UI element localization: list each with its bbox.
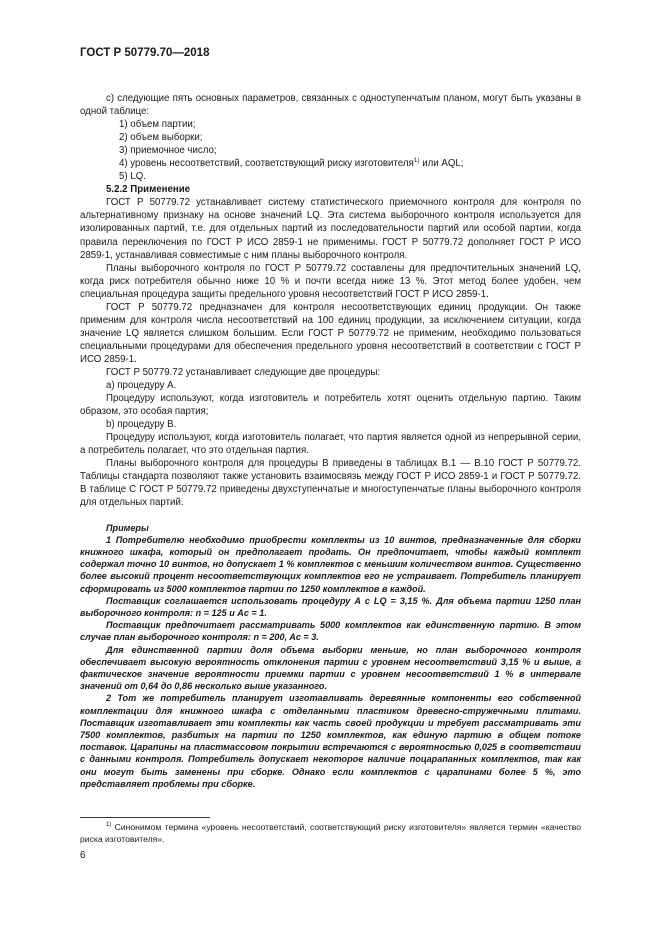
footnote-text: Синонимом термина «уровень несоответствий, соответствующий риску изготовителя» является термин «качество риска изготовителя». xyxy=(80,822,581,844)
list-item: 3) приемочное число; xyxy=(119,145,217,157)
paragraph: Процедуру используют, когда изготовитель и потребитель хотят оценить отдельную партию. Таким образом, это особая партия; xyxy=(80,393,581,418)
page-number: 6 xyxy=(80,850,86,861)
paragraph: Планы выборочного контроля для процедуры В приведены в таблицах В.1 — В.10 ГОСТ Р 50779.72. Таблицы стандарта позволяют также установить взаимосвязь между ГОСТ Р ИСО 2859-1 и ГОСТ Р 50779.72. В таблице С ГОСТ Р 50779.72 приведены двухступенчатые и многоступенчатые планы выборочного контроля для отдельных партий. xyxy=(80,458,581,509)
list-item: 5) LQ. xyxy=(119,171,146,183)
paragraph: a) процедуру А. xyxy=(106,380,177,392)
examples-title: Примеры xyxy=(106,522,149,533)
list-item: 2) объем выборки; xyxy=(119,132,203,144)
example-paragraph: Поставщик предпочитает рассматривать 5000 комплектов как единственную партию. В этом случае план выборочного контроля: n = 200, Ac = 3. xyxy=(80,620,581,643)
footnote-ref: 1) xyxy=(413,157,420,164)
example-paragraph: Поставщик соглашается использовать процедуру А с LQ = 3,15 %. Для объема партии 1250 план выборочного контроля: n = 125 и Ac = 1. xyxy=(80,595,581,618)
example-paragraph: 2 Тот же потребитель планирует изготавливать деревянные компоненты его собственной комплектации для книжного шкафа с отделанными пластиком древесно-стружечными плитами. Поставщик изготавливает эти комплекты как часть своей продукции и требует рассматривать эти 7500 комплектов, разбитых на партии по 1250 комплектов, как единую партию в общем потоке поставок. Царапины на пластмассовом покрытии встречаются с вероятностью 0,025 в соответствии с данными контроля. Потребитель допускает некоторое наличие поцарапанных комплектов, так как они могут быть заменены при сборке. Однако если комплектов с царапинами более 5 %, это представляет проблемы при сборке. xyxy=(80,693,581,789)
example-paragraph: 1 Потребителю необходимо приобрести комплекты из 10 винтов, предназначенные для сборки книжного шкафа, который он предполагает продать. Он предпочитает, чтобы каждый комплект содержал точно 10 винтов, но допускает 1 % комплектов с меньшим количеством винтов. Существенно более высокий процент несоответствующих комплектов его не устраивает. Потребитель планирует сформировать из 5000 комплектов партии по 1250 комплектов в каждой. xyxy=(80,534,581,594)
page-body xyxy=(80,92,581,790)
example-paragraph: Для единственной партии доля объема выборки меньше, но план выборочного контроля обеспечивает высокую вероятность отклонения партии с уровнем несоответствий 3,15 % и выше, а фактическое значение вероятности приемки партии с уровнем несоответствий 1 % в интервале значений от 0,64 до 0,86 несколько выше указанного. xyxy=(80,644,581,692)
footnote-marker: 1) xyxy=(106,822,112,829)
paragraph: Планы выборочного контроля по ГОСТ Р 50779.72 составлены для предпочтительных значений LQ, когда риск потребителя обычно ниже 10 % и почти всегда ниже 13 %. Этот метод более удобен, чем специальная процедура защиты предельного уровня несоответствий ГОСТ Р ИСО 2859-1. xyxy=(80,262,581,300)
intro-lead: c) следующие пять основных параметров, связанных с одноступенчатым планом, могут быть указаны в одной таблице: xyxy=(80,93,581,118)
paragraph: ГОСТ Р 50779.72 устанавливает систему статистического приемочного контроля для контроля по альтернативному признаку на основе значений LQ. Эта система выборочного контроля используется для изолированных партий, т.е. для отдельных партий из последовательности партий или особой партии, когда правила переключения по ГОСТ Р ИСО 2859-1 не применимы. ГОСТ Р 50779.72 дополняет ГОСТ Р ИСО 2859-1, устанавливая совместимые с ним планы выборочного контроля. xyxy=(80,197,581,261)
list-item-text: 4) уровень несоответствий, соответствующий риску изготовителя xyxy=(119,158,414,170)
paragraph: ГОСТ Р 50779.72 устанавливает следующие две процедуры: xyxy=(106,366,381,378)
list-item-with-footnote xyxy=(119,157,581,170)
paragraph: b) процедуру В. xyxy=(106,419,177,431)
paragraph: ГОСТ Р 50779.72 предназначен для контроля несоответствующих единиц продукции. Он также применим для контроля числа несоответствий на 100 единиц продукции, за исключением ситуации, когда значение LQ является слишком большим. Если ГОСТ Р 50779.72 не применим, необходимо пользоваться специальными процедурами для обеспечения предельного уровня несоответствий в соответствии с ГОСТ Р ИСО 2859-1. xyxy=(80,301,581,365)
section-heading: 5.2.2 Применение xyxy=(106,184,191,196)
footnote-divider xyxy=(80,817,210,818)
list-item: 1) объем партии; xyxy=(119,119,196,131)
list-item-tail: или AQL; xyxy=(419,158,464,170)
examples-block xyxy=(80,522,581,790)
paragraph: Процедуру используют, когда изготовитель полагает, что партия является одной из непрерывной серии, а потребитель полагает, что это отдельная партия. xyxy=(80,432,581,457)
document-header: ГОСТ Р 50779.70—2018 xyxy=(80,47,210,59)
footnote xyxy=(80,822,581,845)
